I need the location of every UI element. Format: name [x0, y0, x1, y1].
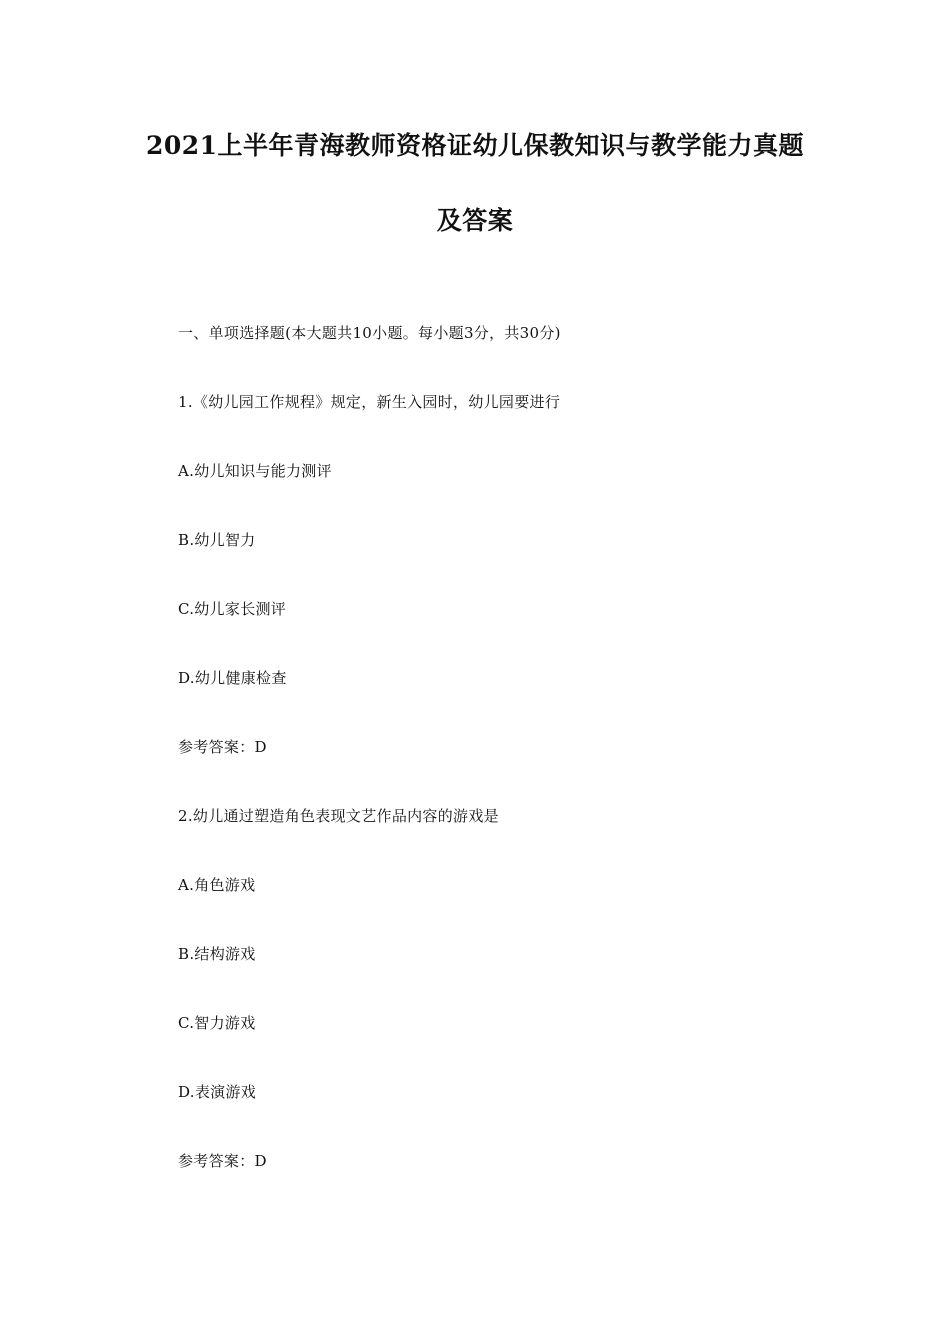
question-2-option-c: C.智力游戏: [178, 1014, 256, 1032]
document-title-line-1: 2021上半年青海教师资格证幼儿保教知识与教学能力真题: [145, 131, 805, 160]
question-2-text: 2.幼儿通过塑造角色表现文艺作品内容的游戏是: [178, 807, 499, 825]
question-2-option-a: A.角色游戏: [178, 876, 256, 894]
question-1-option-b: B.幼儿智力: [178, 531, 256, 549]
question-1-answer: 参考答案：D: [178, 738, 267, 756]
question-1-option-d: D.幼儿健康检查: [178, 669, 287, 687]
question-1-text: 1.《幼儿园工作规程》规定，新生入园时，幼儿园要进行: [178, 393, 561, 411]
question-1-option-a: A.幼儿知识与能力测评: [178, 462, 332, 480]
document-title-line-2: 及答案: [436, 206, 514, 235]
section-heading: 一、单项选择题(本大题共10小题。每小题3分，共30分): [178, 324, 561, 342]
question-1-option-c: C.幼儿家长测评: [178, 600, 287, 618]
question-2-answer: 参考答案：D: [178, 1152, 267, 1170]
question-2-option-b: B.结构游戏: [178, 945, 256, 963]
question-2-option-d: D.表演游戏: [178, 1083, 257, 1101]
